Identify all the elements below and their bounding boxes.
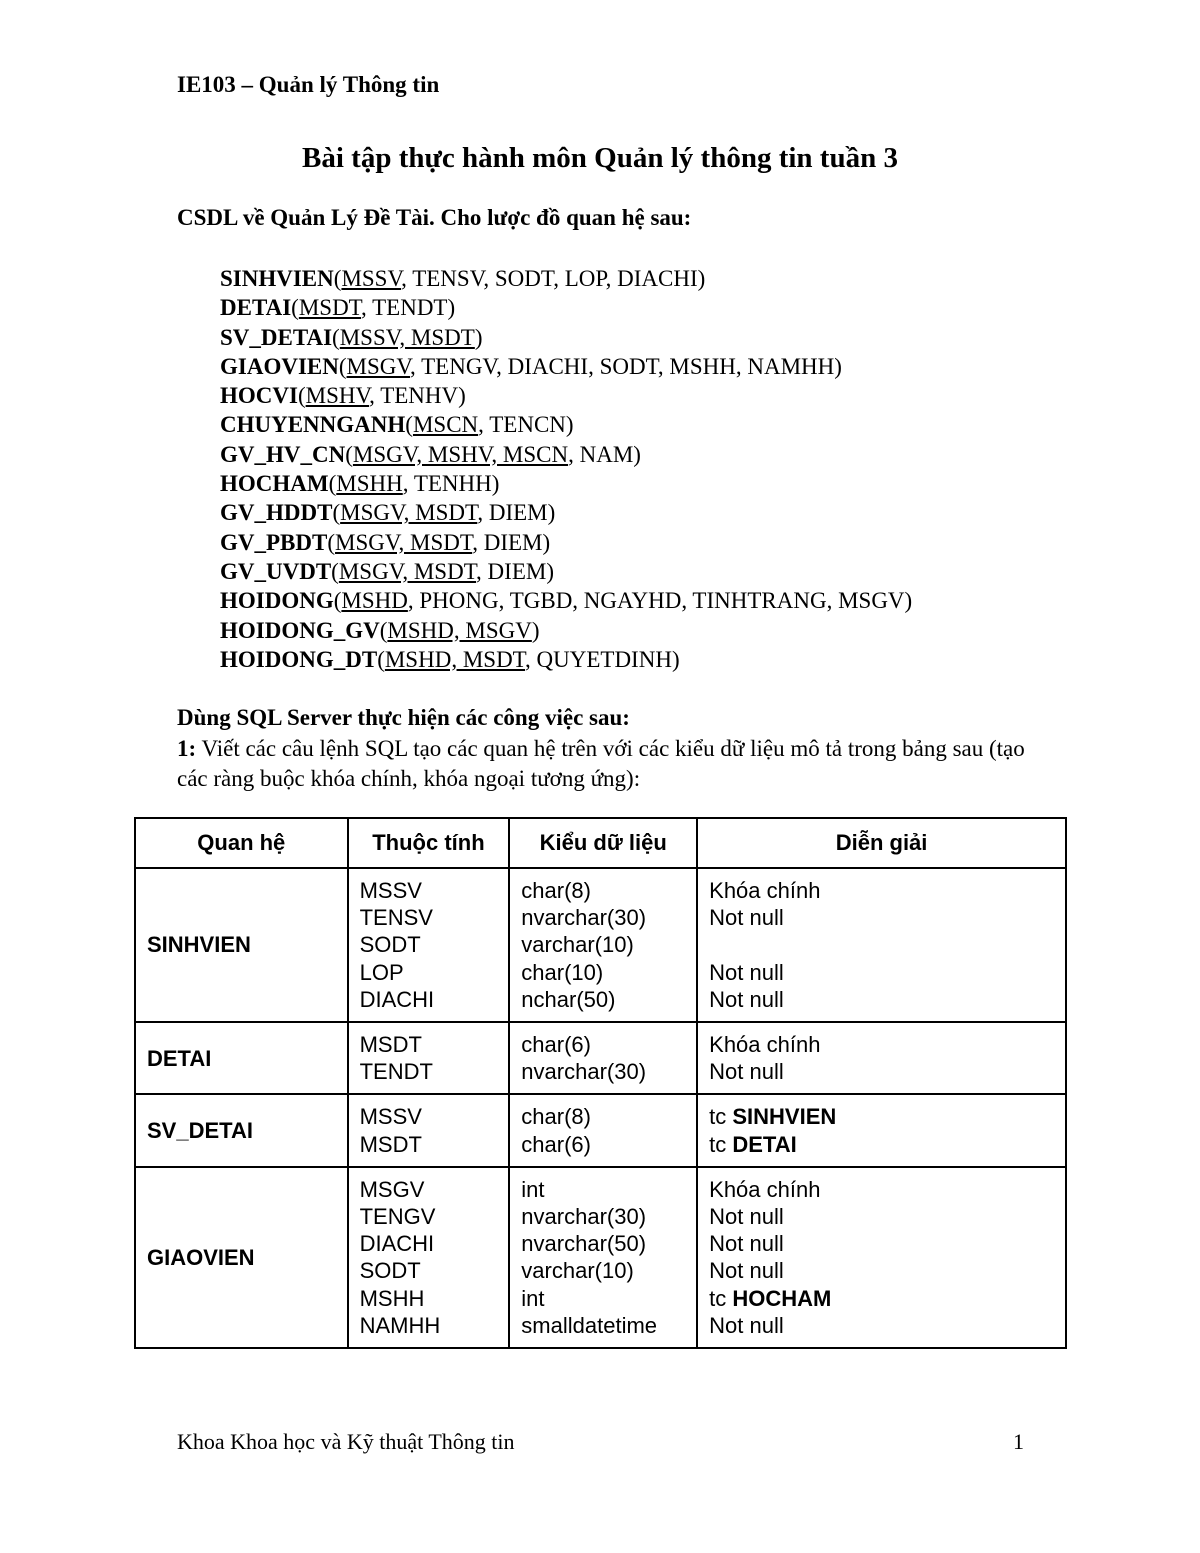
relation-attributes: , TENHV <box>369 383 459 409</box>
cell-line: nchar(50) <box>521 986 616 1012</box>
intro-text: CSDL về Quản Lý Đề Tài. Cho lược đồ quan hệ sau: <box>177 205 692 230</box>
cell-line <box>709 931 1055 958</box>
cell-line: MSDT <box>359 1032 422 1058</box>
cell-line: Not null <box>709 1258 784 1284</box>
relation-attributes: , DIEM <box>472 529 543 555</box>
cell-line: char(10) <box>521 959 604 985</box>
cell-line: LOP <box>359 959 404 985</box>
cell-line: Khóa chính <box>709 878 821 903</box>
relation-line: GV_HDDT(MSGV, MSDT, DIEM) <box>220 500 556 526</box>
relation-attributes: , TENGV, DIACHI, SODT, MSHH, NAMHH <box>410 353 835 379</box>
cell-line: int <box>521 1176 545 1202</box>
cell-line: char(6) <box>521 1131 591 1157</box>
task-1 <box>177 734 1057 794</box>
relation-name: CHUYENNGANH <box>220 412 406 438</box>
cell-line: int <box>521 1285 545 1311</box>
relation-primary-key: MSSV <box>341 266 402 291</box>
relation-line: HOCVI(MSHV, TENHV) <box>220 383 466 409</box>
cell-line: Not null <box>709 1312 784 1338</box>
cell-line: varchar(10) <box>521 932 634 958</box>
relation-attributes: , NAM <box>568 441 634 467</box>
cell-line: TENDT <box>359 1059 433 1085</box>
cell-relation: DETAI <box>135 1022 348 1094</box>
relation-primary-key: MSSV, MSDT <box>339 324 475 350</box>
cell-line: nvarchar(50) <box>521 1231 647 1257</box>
relation-attributes: , QUYETDINH <box>525 646 672 672</box>
cell-types <box>509 868 697 1022</box>
table-row <box>135 868 1066 1022</box>
cell-line: TENGV <box>359 1204 436 1230</box>
relation-line: DETAI(MSDT, TENDT) <box>220 295 456 321</box>
column-header-description: Diễn giải <box>697 818 1066 868</box>
column-header-relation: Quan hệ <box>135 818 348 868</box>
cell-line: MSSV <box>359 878 422 903</box>
cell-line: MSDT <box>359 1131 422 1157</box>
relation-name: SINHVIEN <box>220 266 334 291</box>
relation-name: GV_HV_CN <box>220 441 346 467</box>
relation-line: GV_UVDT(MSGV, MSDT, DIEM) <box>220 558 554 584</box>
relation-line: HOIDONG_GV(MSHD, MSGV) <box>220 617 540 643</box>
relation-line: HOCHAM(MSHH, TENHH) <box>220 471 500 497</box>
cell-line: Khóa chính <box>709 1176 821 1202</box>
cell-line: varchar(10) <box>521 1258 634 1284</box>
cell-line: Not null <box>709 1231 784 1257</box>
cell-relation: GIAOVIEN <box>135 1167 348 1348</box>
relation-name: GIAOVIEN <box>220 353 339 379</box>
relation-primary-key: MSGV, MSDT <box>338 558 477 584</box>
relation-line: SINHVIEN(MSSV, TENSV, SODT, LOP, DIACHI) <box>220 266 706 291</box>
cell-line: tc SINHVIEN <box>709 1104 837 1130</box>
relation-attributes: , DIEM <box>477 500 548 526</box>
cell-line: Not null <box>709 986 784 1012</box>
relation-primary-key: MSGV, MSHV, MSCN <box>352 441 569 467</box>
relation-primary-key: MSHD <box>341 588 408 614</box>
cell-notes <box>697 1022 1066 1094</box>
cell-line: NAMHH <box>359 1312 441 1338</box>
relation-primary-key: MSDT <box>298 295 362 321</box>
cell-line: tc DETAI <box>709 1131 797 1157</box>
cell-types <box>509 1094 697 1166</box>
relation-name: GV_PBDT <box>220 529 328 555</box>
relation-primary-key: MSHV <box>305 383 370 409</box>
cell-line: MSHH <box>359 1285 425 1311</box>
cell-line: Not null <box>709 1204 784 1230</box>
cell-line: SODT <box>359 1258 421 1284</box>
footer-faculty: Khoa Khoa học và Kỹ thuật Thông tin <box>177 1429 515 1454</box>
relation-name: HOIDONG_DT <box>220 646 378 672</box>
cell-attributes <box>348 1094 510 1166</box>
relation-line: GV_HV_CN(MSGV, MSHV, MSCN, NAM) <box>220 441 641 467</box>
relation-name: HOCHAM <box>220 471 329 497</box>
relation-primary-key: MSGV <box>346 353 411 379</box>
relation-name: HOIDONG <box>220 588 334 614</box>
cell-types <box>509 1167 697 1348</box>
task-1-text: Viết các câu lệnh SQL tạo các quan hệ trên với các kiểu dữ liệu mô tả trong bảng sau (tạo các ràng buộc khóa chính, khóa ngoại tương ứng): <box>177 736 1025 791</box>
relation-attributes: , PHONG, TGBD, NGAYHD, TINHTRANG, MSGV <box>407 588 905 614</box>
cell-line: DIACHI <box>359 986 435 1012</box>
cell-relation: SINHVIEN <box>135 868 348 1022</box>
relation-line: GIAOVIEN(MSGV, TENGV, DIACHI, SODT, MSHH, NAMHH) <box>220 353 842 379</box>
cell-line: char(8) <box>521 1104 591 1130</box>
relation-primary-key: MSHD, MSDT <box>384 646 526 672</box>
cell-line: char(8) <box>521 878 591 903</box>
relation-name: GV_UVDT <box>220 558 332 584</box>
cell-line: Khóa chính <box>709 1032 821 1058</box>
document-title: Bài tập thực hành môn Quản lý thông tin tuần 3 <box>302 142 898 174</box>
relation-attributes: , TENSV, SODT, LOP, DIACHI <box>401 266 698 291</box>
cell-line: Not null <box>709 905 784 931</box>
cell-line: MSSV <box>359 1104 422 1130</box>
relation-line: SV_DETAI(MSSV, MSDT) <box>220 324 483 350</box>
relation-attributes: , TENDT <box>361 295 448 321</box>
cell-types <box>509 1022 697 1094</box>
relation-attributes: , TENCN <box>478 412 566 438</box>
relation-name: HOCVI <box>220 383 298 409</box>
relation-primary-key: MSGV, MSDT <box>335 529 473 555</box>
relation-line: GV_PBDT(MSGV, MSDT, DIEM) <box>220 529 551 555</box>
relation-line: CHUYENNGANH(MSCN, TENCN) <box>220 412 574 438</box>
column-header-attribute: Thuộc tính <box>348 818 510 868</box>
relation-name: DETAI <box>220 295 292 321</box>
relation-name: HOIDONG_GV <box>220 617 380 643</box>
data-type-table <box>134 817 1067 1349</box>
cell-line: nvarchar(30) <box>521 905 647 931</box>
cell-line: TENSV <box>359 905 433 931</box>
cell-notes <box>697 1167 1066 1348</box>
cell-line: MSGV <box>359 1176 425 1202</box>
cell-line: DIACHI <box>359 1231 435 1257</box>
table-body <box>135 868 1066 1348</box>
relation-primary-key: MSGV, MSDT <box>340 500 478 526</box>
cell-attributes <box>348 868 510 1022</box>
relation-line: HOIDONG_DT(MSHD, MSDT, QUYETDINH) <box>220 646 680 672</box>
cell-relation: SV_DETAI <box>135 1094 348 1166</box>
cell-line: Not null <box>709 1059 784 1085</box>
cell-line: smalldatetime <box>521 1312 658 1338</box>
cell-line: char(6) <box>521 1032 591 1058</box>
table-row <box>135 1167 1066 1348</box>
relation-primary-key: MSHD, MSGV <box>387 617 532 643</box>
relation-primary-key: MSHH <box>336 471 403 497</box>
relation-name: GV_HDDT <box>220 500 333 526</box>
relation-attributes: , TENHH <box>402 471 492 497</box>
relation-line: HOIDONG(MSHD, PHONG, TGBD, NGAYHD, TINHTRANG, MSGV) <box>220 588 913 614</box>
relation-schema-list <box>220 264 912 674</box>
column-header-data-type: Kiểu dữ liệu <box>509 818 697 868</box>
cell-line: Not null <box>709 959 784 985</box>
page-number: 1 <box>1013 1429 1024 1454</box>
task-1-number: 1: <box>177 736 197 761</box>
cell-attributes <box>348 1022 510 1094</box>
relation-name: SV_DETAI <box>220 324 333 350</box>
cell-notes <box>697 868 1066 1022</box>
cell-line: tc HOCHAM <box>709 1285 832 1311</box>
relation-primary-key: MSCN <box>412 412 479 438</box>
cell-line: nvarchar(30) <box>521 1204 647 1230</box>
cell-attributes <box>348 1167 510 1348</box>
table-row <box>135 1022 1066 1094</box>
table-header-row <box>135 818 1066 868</box>
task-heading: Dùng SQL Server thực hiện các công việc sau: <box>177 705 630 730</box>
table-row <box>135 1094 1066 1166</box>
cell-line: SODT <box>359 932 421 958</box>
document-header: IE103 – Quản lý Thông tin <box>177 72 440 97</box>
cell-line: nvarchar(30) <box>521 1059 647 1085</box>
relation-attributes: , DIEM <box>476 558 547 584</box>
cell-notes <box>697 1094 1066 1166</box>
